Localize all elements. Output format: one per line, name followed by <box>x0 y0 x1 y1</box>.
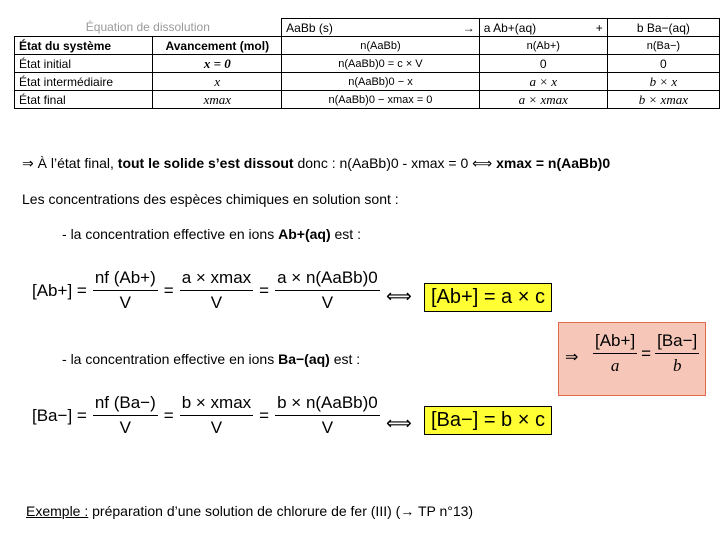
fraction: $\frac{a \times xmax}{V}$ <box>181 268 252 312</box>
result-cation: [Ab+] = a × c <box>424 283 552 312</box>
dissolution-table <box>14 18 720 109</box>
formula-lhs: [Ab+] = <box>32 280 87 300</box>
ion-label: Ba−(aq) <box>278 351 330 367</box>
conclusion-bold: tout le solide s’est dissout <box>117 155 294 171</box>
fraction: $\frac{\text{b × n(AaBb)0}}{V}$ <box>277 393 378 437</box>
ion-label: Ab+(aq) <box>278 226 331 242</box>
bullet-dash: - <box>62 226 67 242</box>
fraction: $\frac{nf (Ba-)}{V}$ <box>94 393 156 437</box>
formula-anion: [Ba−] = $\frac{nf (Ba-)}{V}$ = $\frac{b \times xmax}{V}$ = $\frac{\text{b × n(AaBb)0}}{V}$ <box>32 393 378 437</box>
bullet-tail: est : <box>329 351 361 367</box>
table-row <box>15 91 720 109</box>
equiv-icon: ⟺ <box>386 413 412 433</box>
equation-arrow: → <box>462 20 475 35</box>
conclusion-text2: donc : n(AaBb)0 - xmax = 0 ⟺ <box>293 155 497 171</box>
table-cell: 0 <box>607 55 719 73</box>
equiv-icon: ⟺ <box>386 286 412 306</box>
table-cell: a × x <box>479 73 607 91</box>
intro-text: Les concentrations des espèces chimiques en solution sont : <box>22 191 399 207</box>
col-header: Avancement (mol) <box>153 37 282 55</box>
equation-reactant: AaBb (s) <box>286 20 333 35</box>
table-cell: n(AaBb)0 − xmax = 0 <box>282 91 480 109</box>
equation-plus: + <box>595 20 603 35</box>
conclusion-line <box>22 155 610 172</box>
relation-box: ⇒ $\frac{[Ab+]}{a}$ = $\frac{[Ba-]}{b}$ <box>558 322 706 396</box>
col-header: n(Ba−) <box>607 37 719 55</box>
equation-product2: b Ba−(aq) <box>607 19 719 37</box>
example-label: Exemple : <box>26 503 89 519</box>
conclusion-text: À l’état final, <box>37 155 118 171</box>
example-text: préparation d’une solution de chlorure de fer (III) (→ TP n°13) <box>88 503 474 519</box>
bullet-tail: est : <box>330 226 361 242</box>
equation-label: Équation de dissolution <box>15 19 282 37</box>
bullet-text: la concentration effective en ions <box>70 226 279 242</box>
equation-product1-cell <box>479 19 607 37</box>
table-header-row <box>15 37 720 55</box>
result-anion: [Ba−] = b × c <box>424 406 552 435</box>
table-cell: b × xmax <box>607 91 719 109</box>
example-line <box>26 503 473 519</box>
col-header: État du système <box>15 37 153 55</box>
fraction: $\frac{[Ab+]}{a}$ <box>595 331 636 375</box>
fraction: $\frac{nf (Ab+)}{V}$ <box>94 268 156 312</box>
formula-cation: [Ab+] = $\frac{nf (Ab+)}{V}$ = $\frac{a \times xmax}{V}$ = $\frac{\text{a × n(AaBb)0}}{V}$ <box>32 268 378 312</box>
equation-reactant-cell <box>282 19 480 37</box>
table-cell: x = 0 <box>153 55 282 73</box>
fraction: $\frac{\text{a × n(AaBb)0}}{V}$ <box>277 268 378 312</box>
table-row <box>15 55 720 73</box>
table-cell: État initial <box>15 55 153 73</box>
table-cell: État final <box>15 91 153 109</box>
bullet-1 <box>62 226 361 242</box>
formula-lhs: [Ba−] = <box>32 405 87 425</box>
col-header: n(Ab+) <box>479 37 607 55</box>
fraction: $\frac{[Ba-]}{b}$ <box>657 331 698 375</box>
table-header-top <box>15 19 720 37</box>
implies-icon: ⇒ <box>22 155 34 171</box>
table-cell: a × xmax <box>479 91 607 109</box>
bullet-2 <box>62 351 360 367</box>
equation-product1: a Ab+(aq) <box>483 20 537 35</box>
col-header: n(AaBb) <box>282 37 480 55</box>
table-cell: xmax <box>153 91 282 109</box>
table-cell: 0 <box>479 55 607 73</box>
table-cell: n(AaBb)0 − x <box>282 73 480 91</box>
implies-icon: ⇒ <box>565 349 579 366</box>
table-cell: x <box>153 73 282 91</box>
bullet-text: la concentration effective en ions <box>70 351 279 367</box>
conclusion-result: xmax = n(AaBb)0 <box>496 155 611 171</box>
table-row <box>15 73 720 91</box>
fraction: $\frac{b \times xmax}{V}$ <box>181 393 252 437</box>
bullet-dash: - <box>62 351 67 367</box>
table-cell: État intermédiaire <box>15 73 153 91</box>
table-cell: n(AaBb)0 = c × V <box>282 55 480 73</box>
table-cell: b × x <box>607 73 719 91</box>
